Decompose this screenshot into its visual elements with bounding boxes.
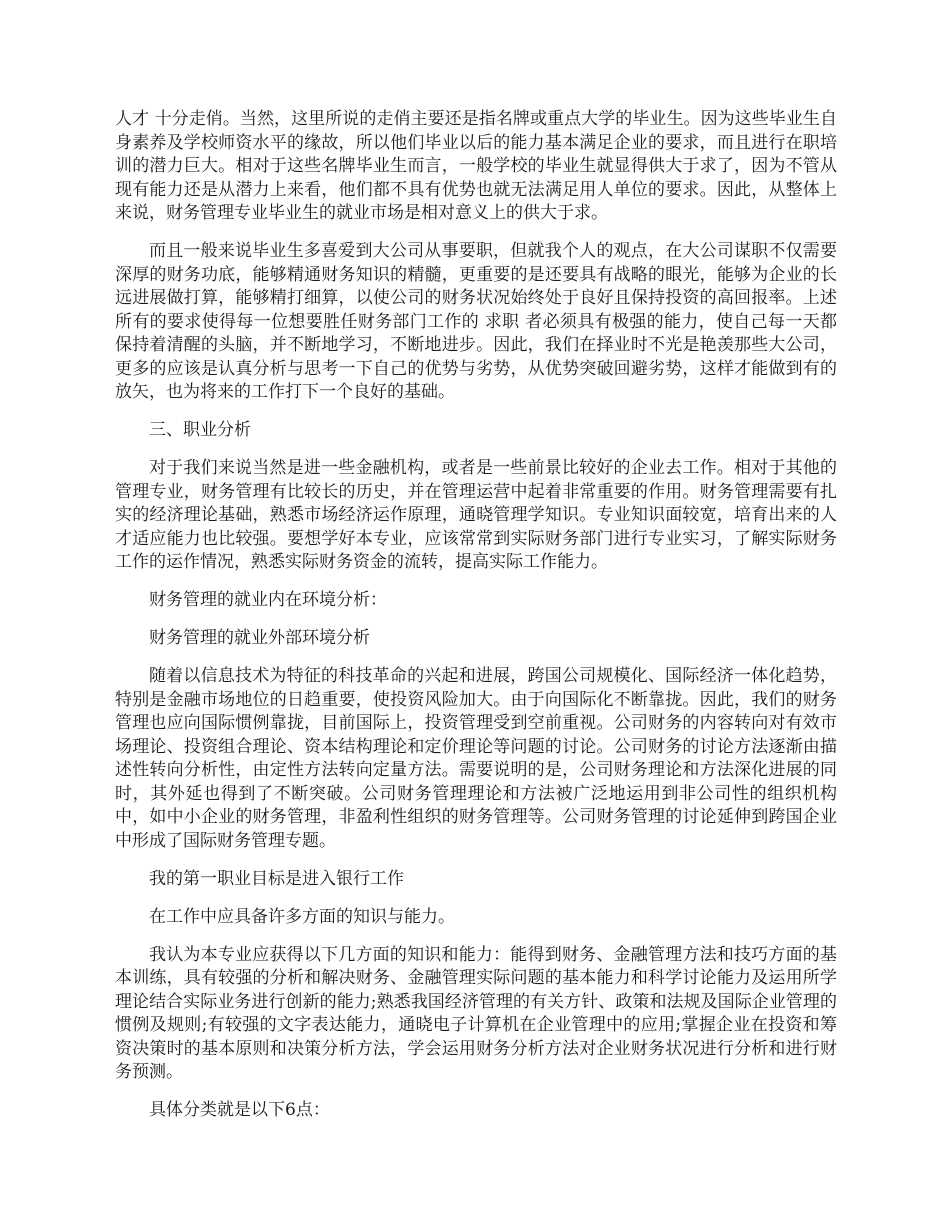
paragraph-financial-institutions: 对于我们来说当然是进一些金融机构，或者是一些前景比较好的企业去工作。相对于其他的管理专业，财务管理有比较长的历史，并在管理运营中起着非常重要的作用。财务管理需要有扎实的经济理论基础，熟悉市场经济运作原理，通晓管理学知识。专业知识面较宽，培育出来的人才适应能力也比较强。要想学好本专业，应该常常到实际财务部门进行专业实习，了解实际财务工作的运作情况，熟悉实际财务资金的流转，提高实际工作能力。 [115, 458, 837, 572]
paragraph-technology-revolution: 随着以信息技术为特征的科技革命的兴起和进展，跨国公司规模化、国际经济一体化趋势，特别是金融市场地位的日趋重要，使投资风险加大。由于向国际化不断靠拢。因此，我们的财务管理也应向国际惯例靠拢，目前国际上，投资管理受到空前重视。公司财务的内容转向对有效市场理论、投资组合理论、资本结构理论和定价理论等问题的讨论。公司财务的讨论方法逐渐由描述性转向分析性，由定性方法转向定量方法。需要说明的是，公司财务理论和方法深化进展的同时，其外延也得到了不断突破。公司财务管理理论和方法被广泛地运用到非公司性的组织机构中，如中小企业的财务管理，非盈利性组织的财务管理等。公司财务管理的讨论延伸到跨国企业中形成了国际财务管理专题。 [115, 666, 837, 851]
paragraph-knowledge-abilities: 我认为本专业应获得以下几方面的知识和能力：能得到财务、金融管理方法和技巧方面的基本训练，具有较强的分析和解决财务、金融管理实际问题的基本能力和科学讨论能力及运用所学理论结合实际业务进行创新的能力;熟悉我国经济管理的有关方针、政策和法规及国际企业管理的惯例及规则;有较强的文字表达能力，通晓电子计算机在企业管理中的应用;掌握企业在投资和筹资决策时的基本原则和决策分析方法，学会运用财务分析方法对企业财务状况进行分析和进行财务预测。 [115, 944, 837, 1082]
paragraph-large-company: 而且一般来说毕业生多喜爱到大公司从事要职，但就我个人的观点，在大公司谋职不仅需要深厚的财务功底，能够精通财务知识的精髓，更重要的是还要具有战略的眼光，能够为企业的长远进展做打算，能够精打细算，以使公司的财务状况始终处于良好且保持投资的高回报率。上述所有的要求使得每一位想要胜任财务部门工作的 求职 者必须具有极强的能力，使自己每一天都保持着清醒的头脑，并不断地学习，不断地进步。因此，我们在择业时不光是艳羡那些大公司，更多的应该是认真分析与思考一下自己的优势与劣势，从优势突破回避劣势，这样才能做到有的放矢，也为将来的工作打下一个良好的基础。 [115, 241, 837, 402]
paragraph-six-points: 具体分类就是以下6点： [149, 1100, 330, 1120]
document-page [115, 108, 837, 1137]
paragraph-required-knowledge: 在工作中应具备许多方面的知识与能力。 [149, 906, 455, 927]
section-heading-career-analysis: 三、职业分析 [149, 420, 251, 440]
paragraph-first-career-goal: 我的第一职业目标是进入银行工作 [149, 868, 404, 889]
subheading-internal-environment: 财务管理的就业内在环境分析： [149, 590, 387, 610]
subheading-external-environment: 财务管理的就业外部环境分析 [149, 628, 370, 648]
paragraph-talent-demand: 人才 十分走俏。当然，这里所说的走俏主要还是指名牌或重点大学的毕业生。因为这些毕业生自身素养及学校师资水平的缘故，所以他们毕业以后的能力基本满足企业的要求，而且进行在职培训的潜力巨大。相对于这些名牌毕业生而言，一般学校的毕业生就显得供大于求了，因为不管从现有能力还是从潜力上来看，他们都不具有优势也就无法满足用人单位的要求。因此，从整体上来说，财务管理专业毕业生的就业市场是相对意义上的供大于求。 [115, 109, 837, 223]
